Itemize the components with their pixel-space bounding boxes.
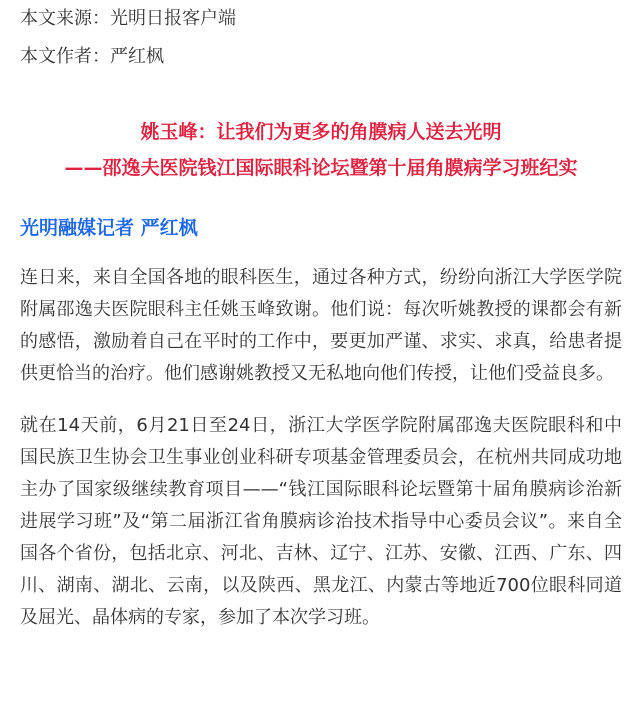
paragraph: 连日来，来自全国各地的眼科医生，通过各种方式，纷纷向浙江大学医学院附属邵逸夫医院眼科主任姚玉峰致谢。他们说：每次听姚教授的课都会有新的感悟，激励着自己在平时的工作中，要更加严谨、求实、求真，给患者提供更恰当的治疗。他们感谢姚教授又无私地向他们传授，让他们受益良多。 [20,267,622,384]
headline [20,119,622,181]
headline-title: 姚玉峰：让我们为更多的角膜病人送去光明 [140,121,502,143]
byline: 光明融媒记者 严红枫 [20,217,198,239]
article-source: 本文来源：光明日报客户端 [20,8,236,29]
article-author: 本文作者：严红枫 [20,46,164,67]
paragraph: 就在14天前，6月21日至24日，浙江大学医学院附属邵逸夫医院眼科和中国民族卫生协会卫生事业创业科研专项基金管理委员会，在杭州共同成功地主办了国家级继续教育项目——“钱江国际眼科论坛暨第十届角膜病诊治新进展学习班”及“第二届浙江省角膜病诊治技术指导中心委员会议”。来自全国各个省份，包括北京、河北、吉林、辽宁、江苏、安徽、江西、广东、四川、湖南、湖北、云南，以及陕西、黑龙江、内蒙古等地近700位眼科同道及屈光、晶体病的专家，参加了本次学习班。 [20,415,622,628]
article [20,0,622,634]
headline-subtitle: ——邵逸夫医院钱江国际眼科论坛暨第十届角膜病学习班纪实 [64,157,578,179]
